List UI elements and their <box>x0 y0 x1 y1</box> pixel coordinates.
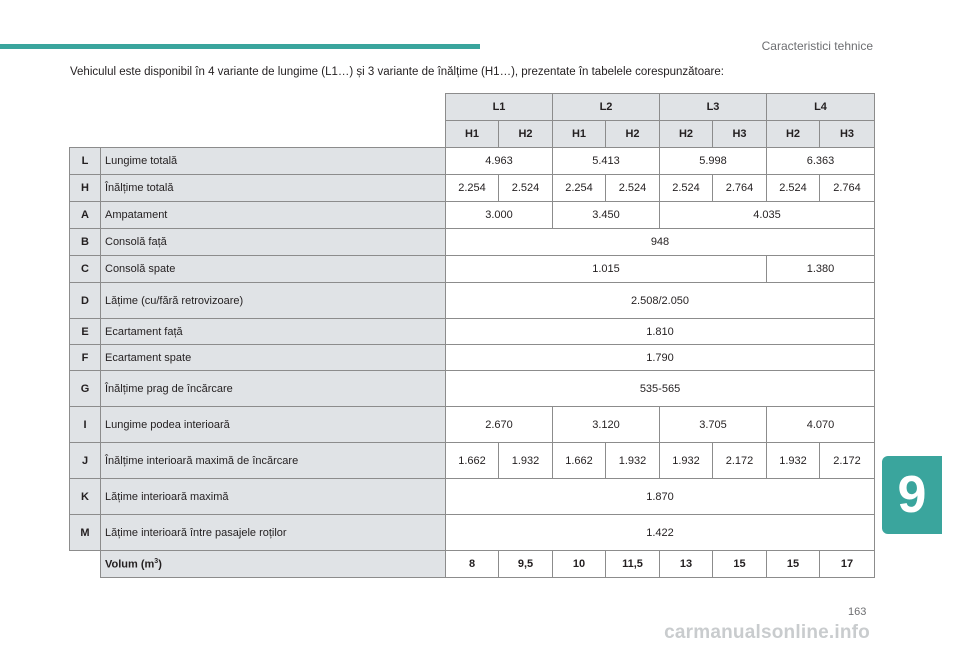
row-label: Ecartament spate <box>101 345 446 371</box>
table-header-lengths <box>70 94 875 121</box>
value-cell: 1.932 <box>660 443 713 479</box>
value-cell: 2.172 <box>820 443 875 479</box>
height-header: H2 <box>606 121 660 148</box>
value-cell: 1.422 <box>446 515 875 551</box>
value-cell: 948 <box>446 229 875 256</box>
height-header: H1 <box>446 121 499 148</box>
dimensions-table <box>69 93 875 578</box>
value-cell: 2.524 <box>499 175 553 202</box>
value-cell: 2.524 <box>660 175 713 202</box>
intro-text: Vehiculul este disponibil în 4 variante de lungime (L1…) și 3 variante de înălțime (H1…), prezentate în tabelele corespunzătoare: <box>70 66 724 78</box>
value-cell: 6.363 <box>767 148 875 175</box>
row-label: Consolă spate <box>101 256 446 283</box>
page-number: 163 <box>848 606 867 618</box>
length-header: L4 <box>767 94 875 121</box>
value-cell: 1.870 <box>446 479 875 515</box>
length-header: L2 <box>553 94 660 121</box>
row-code: M <box>70 515 101 551</box>
table-body <box>70 94 875 578</box>
row-label: Lungime totală <box>101 148 446 175</box>
height-header: H2 <box>660 121 713 148</box>
volume-value: 15 <box>767 551 820 578</box>
length-header: L1 <box>446 94 553 121</box>
row-code: B <box>70 229 101 256</box>
value-cell: 4.963 <box>446 148 553 175</box>
value-cell: 5.998 <box>660 148 767 175</box>
value-cell: 1.932 <box>499 443 553 479</box>
row-code: J <box>70 443 101 479</box>
value-cell: 1.662 <box>446 443 499 479</box>
table-row <box>70 319 875 345</box>
table-header-heights <box>70 121 875 148</box>
row-label: Ampatament <box>101 202 446 229</box>
row-code: E <box>70 319 101 345</box>
height-header: H1 <box>553 121 606 148</box>
volume-value: 13 <box>660 551 713 578</box>
volume-value: 10 <box>553 551 606 578</box>
table-row-volume <box>70 551 875 578</box>
row-label: Înălțime prag de încărcare <box>101 371 446 407</box>
value-cell: 2.254 <box>446 175 499 202</box>
row-code: C <box>70 256 101 283</box>
value-cell: 1.015 <box>446 256 767 283</box>
height-header: H2 <box>767 121 820 148</box>
header-blank <box>70 121 446 148</box>
value-cell: 2.524 <box>767 175 820 202</box>
table-row <box>70 371 875 407</box>
value-cell: 2.524 <box>606 175 660 202</box>
row-code: F <box>70 345 101 371</box>
row-code: D <box>70 283 101 319</box>
row-code: I <box>70 407 101 443</box>
value-cell: 1.810 <box>446 319 875 345</box>
height-header: H3 <box>713 121 767 148</box>
value-cell: 4.035 <box>660 202 875 229</box>
height-header: H2 <box>499 121 553 148</box>
section-title: Caracteristici tehnice <box>761 39 873 53</box>
table-row <box>70 175 875 202</box>
watermark: carmanualsonline.info <box>664 622 870 643</box>
volume-value: 9,5 <box>499 551 553 578</box>
value-cell: 5.413 <box>553 148 660 175</box>
row-label: Înălțime totală <box>101 175 446 202</box>
row-label: Lățime (cu/fără retrovizoare) <box>101 283 446 319</box>
value-cell: 2.172 <box>713 443 767 479</box>
row-code: K <box>70 479 101 515</box>
header-blank <box>70 94 446 121</box>
value-cell: 1.380 <box>767 256 875 283</box>
volume-label: Volum $(m^3)$ <box>101 551 446 578</box>
value-cell: 3.450 <box>553 202 660 229</box>
value-cell: 4.070 <box>767 407 875 443</box>
volume-value: 11,5 <box>606 551 660 578</box>
table-row <box>70 345 875 371</box>
value-cell: 2.764 <box>713 175 767 202</box>
chapter-tab: 9 <box>882 456 942 534</box>
row-label: Lățime interioară între pasajele roților <box>101 515 446 551</box>
value-cell: 1.932 <box>767 443 820 479</box>
volume-value: 17 <box>820 551 875 578</box>
table-row <box>70 407 875 443</box>
value-cell: 1.790 <box>446 345 875 371</box>
row-code: L <box>70 148 101 175</box>
table-row <box>70 515 875 551</box>
row-code: G <box>70 371 101 407</box>
value-cell: 3.000 <box>446 202 553 229</box>
length-header: L3 <box>660 94 767 121</box>
height-header: H3 <box>820 121 875 148</box>
value-cell: 3.120 <box>553 407 660 443</box>
row-code: A <box>70 202 101 229</box>
value-cell: 1.662 <box>553 443 606 479</box>
table-row <box>70 148 875 175</box>
header-accent-bar <box>0 44 480 49</box>
value-cell: 3.705 <box>660 407 767 443</box>
volume-value: 8 <box>446 551 499 578</box>
table-row <box>70 443 875 479</box>
row-label: Înălțime interioară maximă de încărcare <box>101 443 446 479</box>
table-row <box>70 229 875 256</box>
table-row <box>70 256 875 283</box>
value-cell: 535-565 <box>446 371 875 407</box>
table-row <box>70 202 875 229</box>
table-row <box>70 479 875 515</box>
value-cell: 1.932 <box>606 443 660 479</box>
row-label: Consolă față <box>101 229 446 256</box>
value-cell: 2.254 <box>553 175 606 202</box>
value-cell: 2.508/2.050 <box>446 283 875 319</box>
row-label: Ecartament față <box>101 319 446 345</box>
volume-value: 15 <box>713 551 767 578</box>
row-code: H <box>70 175 101 202</box>
volume-blank <box>70 551 101 578</box>
table-row <box>70 283 875 319</box>
value-cell: 2.670 <box>446 407 553 443</box>
row-label: Lungime podea interioară <box>101 407 446 443</box>
row-label: Lățime interioară maximă <box>101 479 446 515</box>
value-cell: 2.764 <box>820 175 875 202</box>
